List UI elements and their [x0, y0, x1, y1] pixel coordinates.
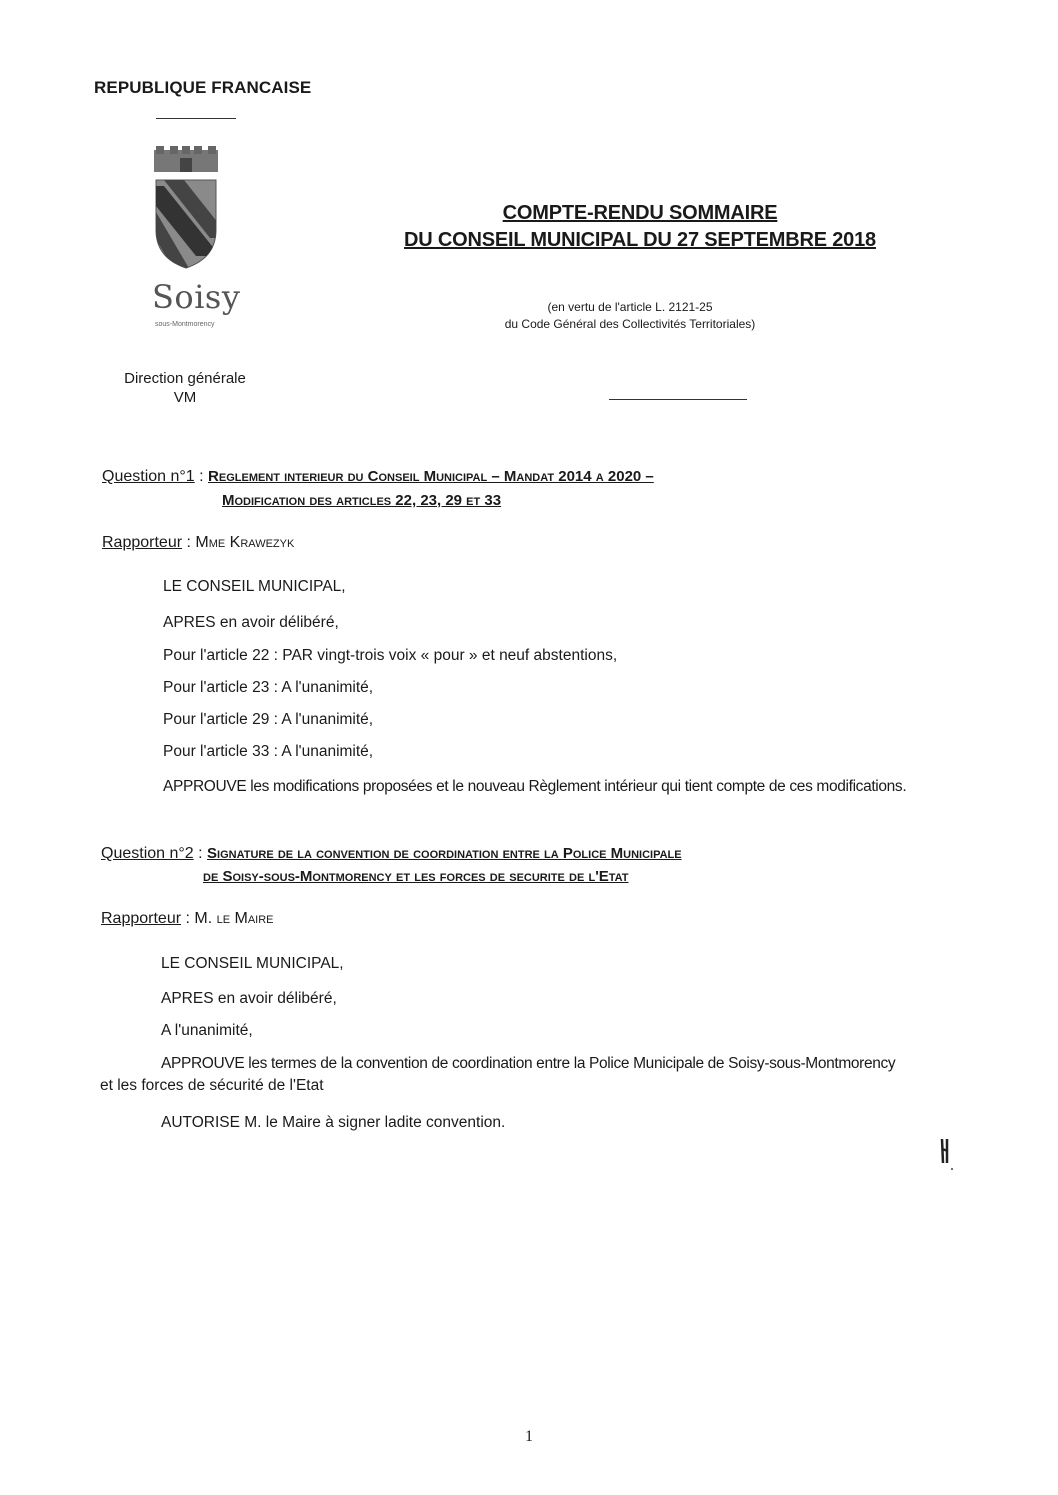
deliberation-line: Pour l'article 33 : A l'unanimité, — [163, 743, 374, 760]
document-title — [330, 200, 950, 254]
deliberation-line: A l'unanimité, — [161, 1022, 253, 1039]
deliberation-line: APRES en avoir délibéré, — [163, 614, 339, 631]
legal-line-2: du Code Général des Collectivités Territoriales) — [504, 317, 756, 331]
logo-subtext: sous-Montmorency — [155, 321, 215, 328]
coat-of-arms-icon — [150, 146, 222, 270]
separator: : — [181, 910, 195, 927]
rapporteur-name: Mme Krawezyk — [195, 534, 295, 551]
rapporteur-name: M. le Maire — [194, 910, 274, 927]
separator: : — [194, 468, 209, 485]
rapporteur-1 — [102, 534, 294, 552]
rapporteur-label: Rapporteur — [102, 534, 183, 551]
question-title: Signature de la convention de coordination entre la Police Municipale — [207, 845, 682, 862]
deliberation-line: LE CONSEIL MUNICIPAL, — [163, 578, 346, 595]
deliberation-line: APPROUVE les modifications proposées et le nouveau Règlement intérieur qui tient compte de ces modifications. — [163, 778, 907, 795]
logo-text: Soisy — [152, 278, 241, 316]
deliberation-line: Pour l'article 29 : A l'unanimité, — [163, 711, 374, 728]
question-label: Question n°2 — [101, 845, 194, 862]
legal-line-1: (en vertu de l'article L. 2121-25 — [547, 300, 713, 314]
deliberation-line: APPROUVE les termes de la convention de coordination entre la Police Municipale de Soisy-sous-Montmorency — [161, 1055, 896, 1072]
question-1-heading — [102, 466, 654, 487]
deliberation-line: APRES en avoir délibéré, — [161, 990, 337, 1007]
rapporteur-label: Rapporteur — [101, 910, 182, 927]
divider — [609, 399, 747, 400]
legal-reference — [480, 299, 780, 333]
separator: : — [182, 534, 196, 551]
question-title: Reglement interieur du Conseil Municipal – Mandat 2014 a 2020 – — [208, 468, 654, 485]
deliberation-line: LE CONSEIL MUNICIPAL, — [161, 955, 344, 972]
deliberation-line: et les forces de sécurité de l'Etat — [100, 1077, 324, 1094]
title-line-2: DU CONSEIL MUNICIPAL DU 27 SEPTEMBRE 2018 — [404, 229, 876, 251]
question-title-line-2: de Soisy-sous-Montmorency et les forces de securite de l'Etat — [203, 868, 629, 885]
rapporteur-2 — [101, 910, 274, 928]
deliberation-line: AUTORISE M. le Maire à signer ladite convention. — [161, 1114, 506, 1131]
deliberation-line: Pour l'article 22 : PAR vingt-trois voix « pour » et neuf abstentions, — [163, 647, 618, 664]
direction-name: Direction générale — [124, 370, 246, 387]
page-number: 1 — [525, 1428, 533, 1445]
republique-francaise: REPUBLIQUE FRANCAISE — [94, 78, 312, 97]
question-title-line-2: Modification des articles 22, 23, 29 et 33 — [222, 492, 502, 509]
separator: : — [193, 845, 208, 862]
initials-mark-icon — [938, 1137, 958, 1173]
direction-initials: VM — [173, 389, 197, 406]
title-line-1: COMPTE-RENDU SOMMAIRE — [502, 202, 778, 224]
deliberation-line: Pour l'article 23 : A l'unanimité, — [163, 679, 374, 696]
question-label: Question n°1 — [102, 468, 195, 485]
direction-block — [120, 369, 250, 407]
divider — [156, 118, 236, 119]
question-2-heading — [101, 843, 682, 864]
